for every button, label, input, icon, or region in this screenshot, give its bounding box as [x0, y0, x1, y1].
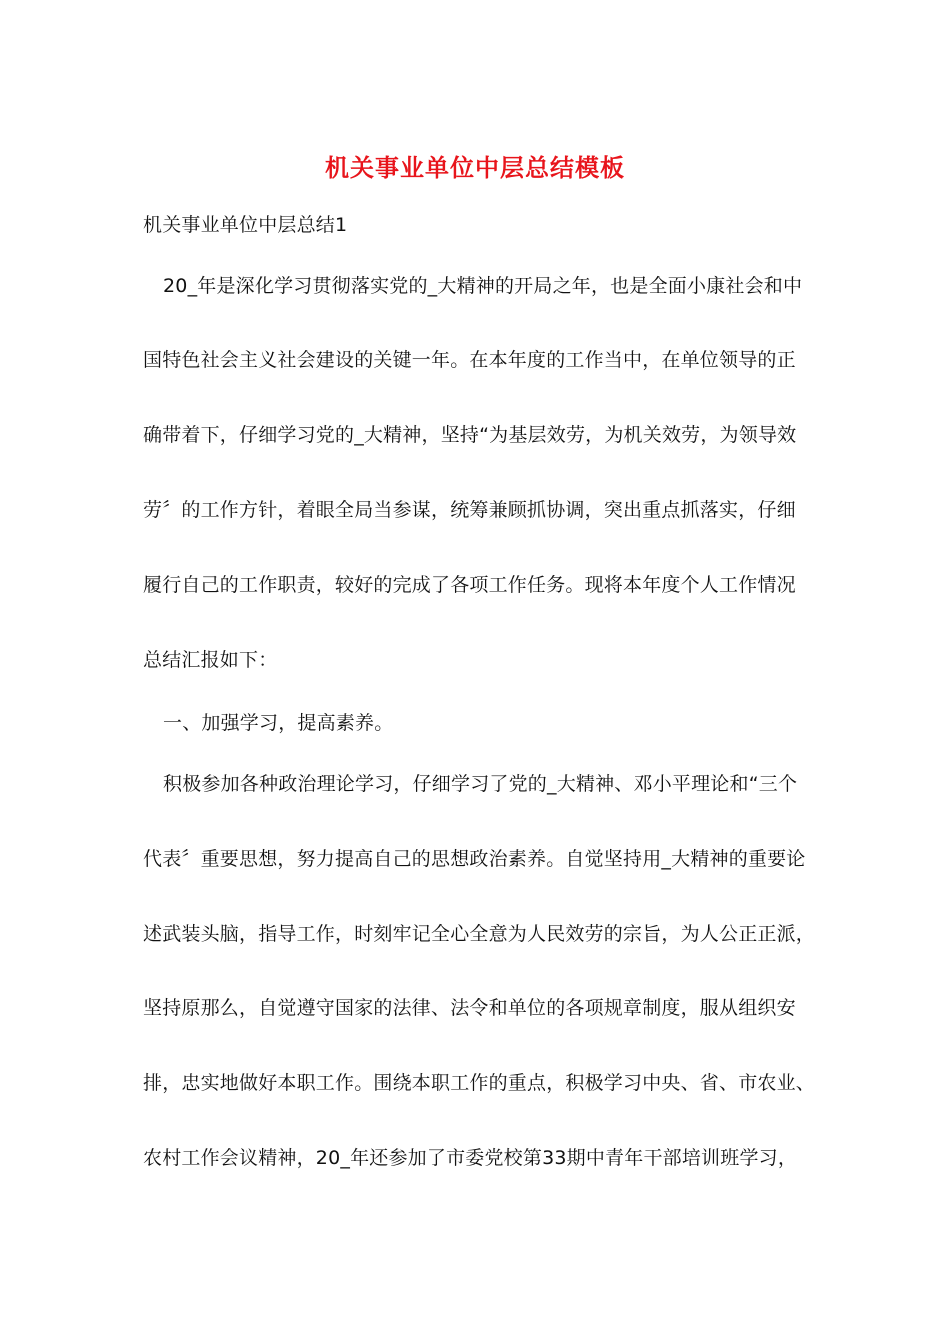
paragraph-line: 排，忠实地做好本职工作。围绕本职工作的重点，积极学习中央、省、市农业、 [143, 1072, 816, 1094]
paragraph-line: 总结汇报如下： [143, 649, 278, 671]
document-subtitle: 机关事业单位中层总结1 [143, 214, 348, 236]
paragraph-line: 代表〞重要思想，努力提高自己的思想政治素养。自觉坚持用_大精神的重要论 [143, 848, 806, 870]
document-title: 机关事业单位中层总结模板 [325, 154, 625, 182]
paragraph-line: 农村工作会议精神，20_年还参加了市委党校第33期中青年干部培训班学习， [143, 1147, 798, 1169]
paragraph-line: 劳〞的工作方针，着眼全局当参谋，统筹兼顾抓协调，突出重点抓落实，仔细 [143, 499, 796, 521]
paragraph-line: 履行自己的工作职责，较好的完成了各项工作任务。现将本年度个人工作情况 [143, 574, 796, 596]
section-heading: 一、加强学习，提高素养。 [163, 712, 394, 734]
paragraph-line: 积极参加各种政治理论学习，仔细学习了党的_大精神、邓小平理论和“三个 [163, 773, 798, 795]
paragraph-line: 确带着下，仔细学习党的_大精神，坚持“为基层效劳，为机关效劳，为领导效 [143, 424, 797, 446]
paragraph-line: 20_年是深化学习贯彻落实党的_大精神的开局之年，也是全面小康社会和中 [163, 275, 803, 297]
paragraph-line: 述武装头脑，指导工作，时刻牢记全心全意为人民效劳的宗旨，为人公正正派， [143, 923, 816, 945]
paragraph-line: 国特色社会主义社会建设的关键一年。在本年度的工作当中，在单位领导的正 [143, 349, 796, 371]
paragraph-line: 坚持原那么，自觉遵守国家的法律、法令和单位的各项规章制度，服从组织安 [143, 997, 796, 1019]
